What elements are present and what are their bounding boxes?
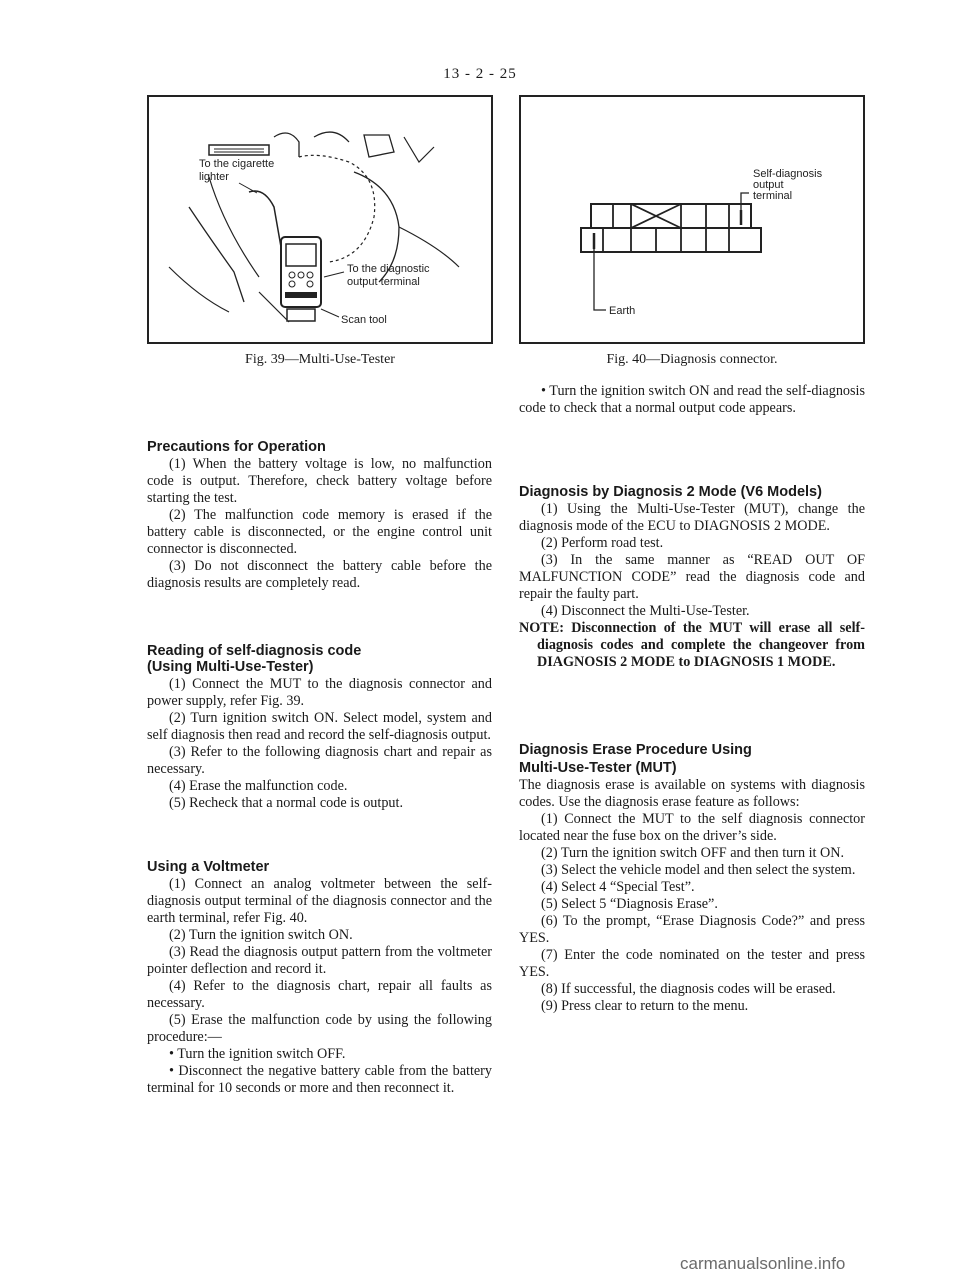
bullet-item: • Turn the ignition switch OFF. bbox=[169, 1046, 346, 1062]
paragraph: (6) To the prompt, “Erase Diagnosis Code?” and press YES. bbox=[519, 913, 865, 946]
paragraph: (2) Perform road test. bbox=[541, 535, 664, 551]
heading-precautions: Precautions for Operation bbox=[147, 439, 326, 455]
heading-diagnosis-2-mode: Diagnosis by Diagnosis 2 Mode (V6 Models) bbox=[519, 484, 822, 500]
paragraph: (3) In the same manner as “READ OUT OF MALFUNCTION CODE” read the diagnosis code and repair the faulty part. bbox=[519, 552, 865, 602]
figure-39-caption: Fig. 39—Multi-Use-Tester bbox=[245, 352, 395, 367]
paragraph: (5) Select 5 “Diagnosis Erase”. bbox=[541, 896, 718, 912]
label-self-diagnosis-1: Self-diagnosis bbox=[753, 168, 823, 180]
paragraph: (4) Disconnect the Multi-Use-Tester. bbox=[541, 603, 750, 619]
paragraph: (5) Erase the malfunction code by using the following procedure:— bbox=[147, 1012, 492, 1045]
label-self-diagnosis-3: terminal bbox=[753, 190, 793, 202]
paragraph: • Turn the ignition switch ON and read the self-diagnosis code to check that a normal output code appears. bbox=[519, 383, 865, 416]
label-cigarette-lighter-1: To the cigarette bbox=[199, 158, 275, 170]
paragraph: (1) Connect the MUT to the diagnosis connector and power supply, refer Fig. 39. bbox=[147, 676, 492, 709]
paragraph: (2) The malfunction code memory is erased if the battery cable is disconnected, or the engine control unit connector is disconnected. bbox=[147, 507, 492, 557]
heading-reading: Reading of self-diagnosis code bbox=[147, 643, 362, 659]
paragraph: (5) Recheck that a normal code is output. bbox=[169, 795, 404, 811]
left-column bbox=[147, 438, 492, 1097]
note-label: NOTE: bbox=[519, 620, 564, 636]
figure-40-caption: Fig. 40—Diagnosis connector. bbox=[606, 352, 778, 367]
figure-40-diagnosis-connector bbox=[519, 95, 865, 344]
label-diagnostic-terminal-2: output terminal bbox=[347, 276, 420, 288]
label-cigarette-lighter-2: lighter bbox=[199, 171, 229, 183]
paragraph: (1) When the battery voltage is low, no malfunction code is output. Therefore, check battery voltage before starting the test. bbox=[147, 456, 492, 506]
paragraph: (4) Select 4 “Special Test”. bbox=[541, 879, 695, 895]
paragraph: (2) Turn the ignition switch ON. bbox=[169, 927, 353, 943]
label-scan-tool: Scan tool bbox=[341, 314, 387, 326]
paragraph: (1) Connect an analog voltmeter between the self-diagnosis output terminal of the diagnosis connector and the earth terminal, refer Fig. 40. bbox=[147, 876, 492, 926]
paragraph: (7) Enter the code nominated on the tester and press YES. bbox=[519, 947, 865, 980]
footer-watermark[interactable]: carmanualsonline.info bbox=[680, 1254, 846, 1273]
right-column bbox=[519, 383, 865, 1015]
note-text: Disconnection of the MUT will erase all self-diagnosis codes and complete the changeover from DIAGNOSIS 2 MODE to DIAGNOSIS 1 MODE. bbox=[537, 620, 865, 670]
note-block bbox=[519, 620, 865, 671]
label-earth: Earth bbox=[609, 305, 636, 317]
heading-erase-procedure-1: Diagnosis Erase Procedure Using bbox=[519, 742, 752, 758]
page-number: 13 - 2 - 25 bbox=[443, 66, 517, 82]
connector-diagram bbox=[521, 97, 863, 342]
subheading-using-mut: (Using Multi-Use-Tester) bbox=[147, 659, 314, 675]
paragraph: (2) Turn the ignition switch OFF and then turn it ON. bbox=[541, 845, 845, 861]
heading-voltmeter: Using a Voltmeter bbox=[147, 859, 270, 875]
paragraph: (3) Select the vehicle model and then select the system. bbox=[541, 862, 856, 878]
paragraph: (9) Press clear to return to the menu. bbox=[541, 998, 749, 1014]
paragraph: (1) Using the Multi-Use-Tester (MUT), change the diagnosis mode of the ECU to DIAGNOSIS 2 MODE. bbox=[519, 501, 865, 534]
paragraph: (3) Refer to the following diagnosis chart and repair as necessary. bbox=[147, 744, 492, 777]
paragraph: The diagnosis erase is available on systems with diagnosis codes. Use the diagnosis erase feature as follows: bbox=[519, 777, 865, 810]
paragraph: (3) Read the diagnosis output pattern from the voltmeter pointer deflection and record it. bbox=[147, 944, 492, 977]
scan-tool-illustration bbox=[149, 97, 491, 342]
heading-erase-procedure-2: Multi-Use-Tester (MUT) bbox=[519, 760, 677, 776]
label-self-diagnosis-2: output bbox=[753, 179, 784, 191]
paragraph: (8) If successful, the diagnosis codes will be erased. bbox=[541, 981, 836, 997]
figure-39-multi-use-tester bbox=[147, 95, 493, 344]
paragraph: (4) Erase the malfunction code. bbox=[169, 778, 348, 794]
bullet-item: • Disconnect the negative battery cable from the battery terminal for 10 seconds or more and then reconnect it. bbox=[147, 1063, 492, 1096]
paragraph: (4) Refer to the diagnosis chart, repair all faults as necessary. bbox=[147, 978, 492, 1011]
paragraph: (2) Turn ignition switch ON. Select model, system and self diagnosis then read and record the self-diagnosis output. bbox=[147, 710, 492, 743]
paragraph: (1) Connect the MUT to the self diagnosis connector located near the fuse box on the driver’s side. bbox=[519, 811, 865, 844]
label-diagnostic-terminal-1: To the diagnostic bbox=[347, 263, 430, 275]
paragraph: (3) Do not disconnect the battery cable before the diagnosis results are completely read. bbox=[147, 558, 492, 591]
